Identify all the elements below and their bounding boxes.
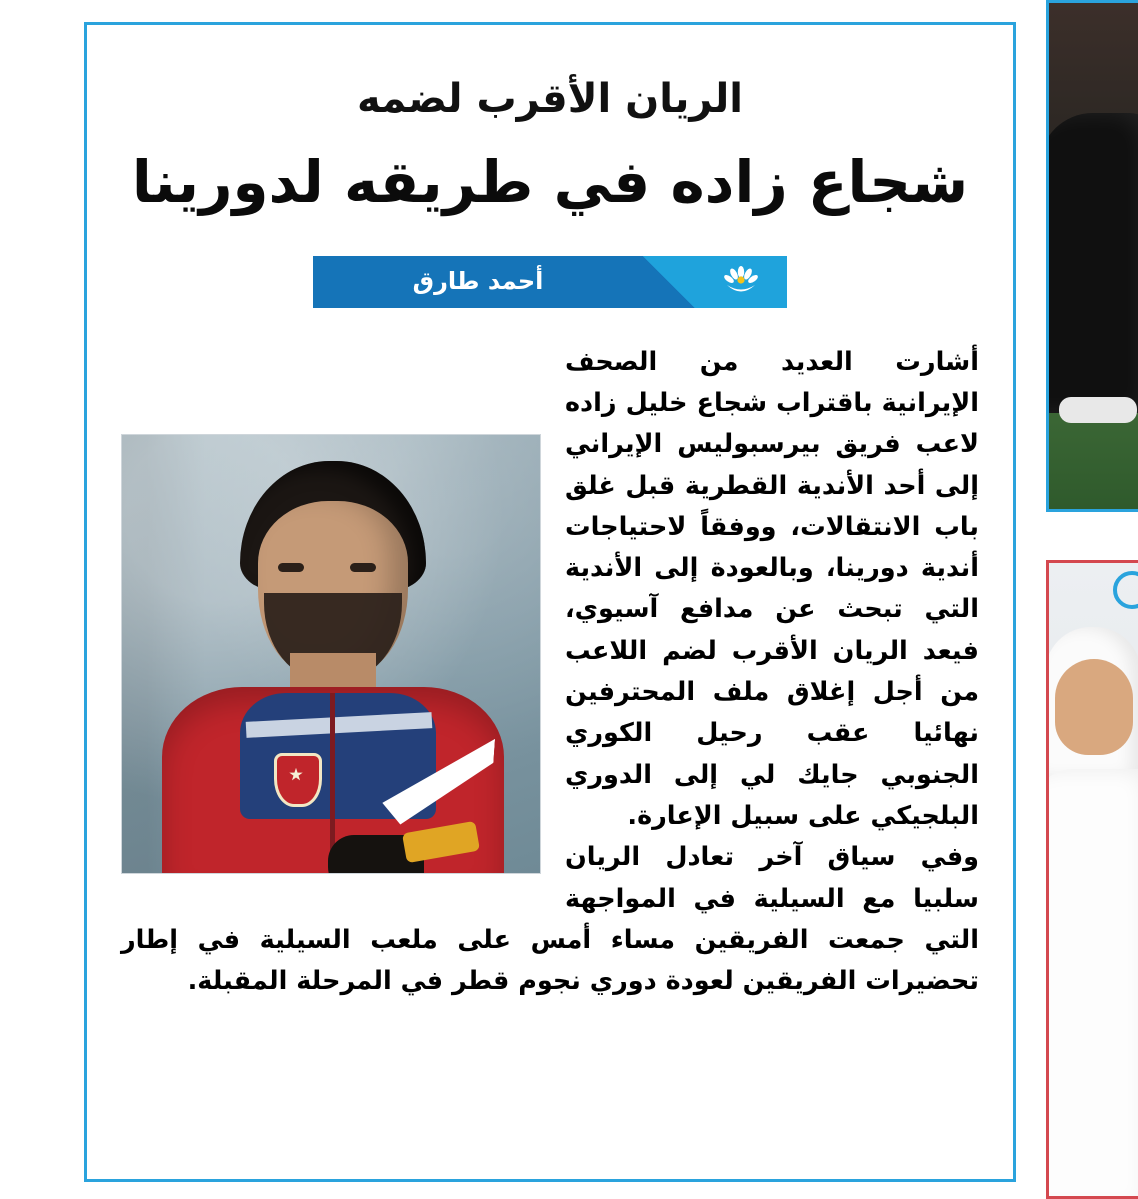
- article-content: [87, 25, 1013, 1179]
- article-panel: [84, 22, 1016, 1182]
- article-paragraph: وفي سياق آخر تعادل الريان سلبيا مع السيلية في المواجهة التي جمعت الفريقين مساء أمس على ملعب السيلية في إطار تحضيرات الفريقين لعودة دوري نجوم قطر في المرحلة المقبلة.: [121, 842, 979, 997]
- byline-author: أحمد طارق: [412, 266, 544, 295]
- article-body: [121, 342, 979, 1003]
- adjacent-clipping-top: [1046, 0, 1138, 512]
- byline-bar: [121, 256, 979, 308]
- byline-author-bar: [313, 256, 643, 308]
- article-paragraph: أشارت العديد من الصحف الإيرانية باقتراب شجاع خليل زاده لاعب فريق بيرسبوليس الإيراني إلى أحد الأندية القطرية قبل غلق باب الانتقالات، ووفقاً لاحتياجات أندية دورينا، وبالعودة إلى الأندية التي تبحث عن مدافع آسيوي، فيعد الريان الأقرب لضم اللاعب من أجل إغلاق ملف المحترفين نهائيا عقب رحيل الكوري الجنوبي جايك لي إلى الدوري البلجيكي على سبيل الإعارة.: [565, 346, 979, 831]
- article-headline: شجاع زاده في طريقه لدورينا: [131, 148, 969, 216]
- page-left-margin: [0, 0, 84, 1199]
- flower-logo-icon: [721, 265, 761, 299]
- player-photo: [121, 434, 541, 874]
- publisher-logo: [695, 256, 787, 308]
- adjacent-clipping-bottom: [1046, 560, 1138, 1199]
- byline-divider: [643, 256, 695, 308]
- article-kicker: الريان الأقرب لضمه: [357, 76, 743, 122]
